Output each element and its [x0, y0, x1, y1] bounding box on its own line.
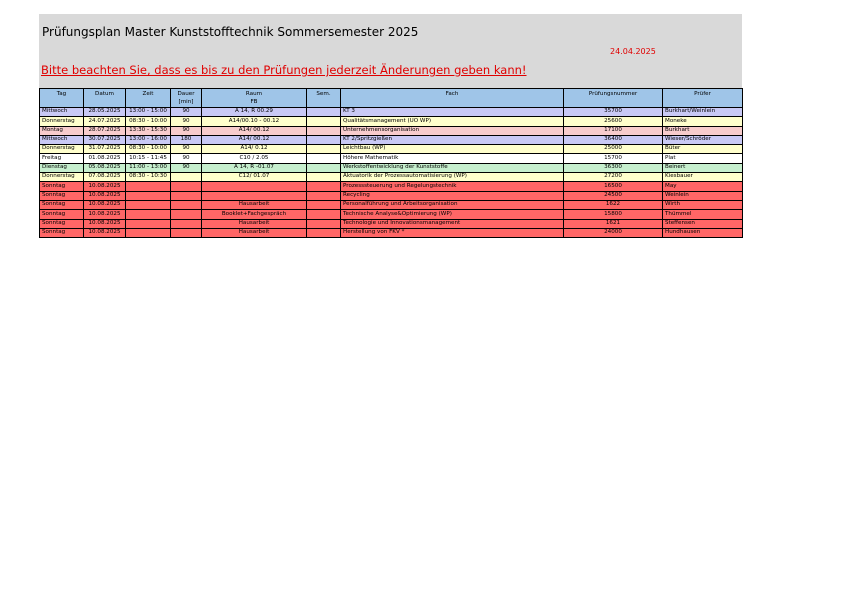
cell-zeit [126, 191, 171, 200]
cell-pruefer: Büter [663, 145, 743, 154]
cell-raum: C12/ 01.07 [202, 173, 307, 182]
cell-tag: Sonntag [40, 219, 84, 228]
cell-tag: Freitag [40, 154, 84, 163]
cell-tag: Sonntag [40, 182, 84, 191]
cell-raum: Booklet+Fachgespräch [202, 210, 307, 219]
header-line: [min] [178, 99, 194, 105]
publish-date: 24.04.2025 [610, 47, 656, 56]
cell-sem [307, 145, 341, 154]
cell-pruefungsnummer: 16500 [564, 182, 663, 191]
col-header-fach: Fach [341, 89, 564, 108]
cell-datum: 07.08.2025 [84, 173, 126, 182]
cell-sem [307, 219, 341, 228]
cell-dauer [171, 228, 202, 237]
cell-zeit: 08:30 - 10:30 [126, 173, 171, 182]
header-line: Raum [245, 91, 263, 97]
cell-zeit [126, 200, 171, 209]
cell-pruefer: Thümmel [663, 210, 743, 219]
cell-raum: Hausarbeit [202, 219, 307, 228]
cell-fach: KT 3 [341, 108, 564, 117]
cell-sem [307, 200, 341, 209]
table-row [40, 145, 743, 154]
cell-pruefungsnummer: 27200 [564, 173, 663, 182]
table-row [40, 191, 743, 200]
cell-pruefungsnummer: 1621 [564, 219, 663, 228]
cell-tag: Sonntag [40, 228, 84, 237]
cell-fach: Werkstoffentwicklung der Kunststoffe [341, 163, 564, 172]
cell-tag: Donnerstag [40, 117, 84, 126]
cell-pruefer: Burkhart [663, 126, 743, 135]
col-header-zeit: Zeit [126, 89, 171, 108]
cell-dauer: 90 [171, 126, 202, 135]
col-header-pruefungsnummer: Prüfungsnummer [564, 89, 663, 108]
cell-sem [307, 191, 341, 200]
cell-tag: Sonntag [40, 210, 84, 219]
cell-zeit: 08:30 - 10:00 [126, 117, 171, 126]
cell-datum: 10.08.2025 [84, 210, 126, 219]
cell-tag: Donnerstag [40, 145, 84, 154]
header-block [39, 14, 742, 88]
cell-zeit [126, 219, 171, 228]
cell-dauer: 90 [171, 163, 202, 172]
cell-sem [307, 117, 341, 126]
cell-zeit [126, 182, 171, 191]
cell-raum: A 14, R 00.29 [202, 108, 307, 117]
cell-pruefer: Weinlein [663, 191, 743, 200]
table-row [40, 126, 743, 135]
cell-fach: Höhere Mathematik [341, 154, 564, 163]
col-header-tag: Tag [40, 89, 84, 108]
cell-zeit: 08:30 - 10:00 [126, 145, 171, 154]
cell-sem [307, 108, 341, 117]
cell-raum: A 14, R -01.07 [202, 163, 307, 172]
cell-pruefer: Beinert [663, 163, 743, 172]
cell-sem [307, 154, 341, 163]
header-line: Dauer [177, 91, 195, 97]
cell-pruefer: Moneke [663, 117, 743, 126]
cell-pruefungsnummer: 25600 [564, 117, 663, 126]
cell-zeit: 13:00 - 15:00 [126, 108, 171, 117]
cell-raum: A14/ 00.12 [202, 126, 307, 135]
table-header-row [40, 89, 743, 108]
col-header-raum [202, 89, 307, 108]
cell-dauer: 180 [171, 135, 202, 144]
cell-datum: 10.08.2025 [84, 200, 126, 209]
cell-pruefungsnummer: 1622 [564, 200, 663, 209]
cell-dauer: 90 [171, 145, 202, 154]
cell-datum: 10.08.2025 [84, 182, 126, 191]
cell-pruefer: Plat [663, 154, 743, 163]
cell-tag: Mittwoch [40, 135, 84, 144]
cell-pruefungsnummer: 36300 [564, 163, 663, 172]
cell-raum: A14/ 0.12 [202, 145, 307, 154]
cell-zeit [126, 228, 171, 237]
table-row [40, 228, 743, 237]
exam-schedule-table [39, 88, 743, 238]
cell-zeit: 10:15 - 11:45 [126, 154, 171, 163]
cell-tag: Donnerstag [40, 173, 84, 182]
cell-fach: Aktuatorik der Prozessautomatisierung (WP) [341, 173, 564, 182]
col-header-pruefer: Prüfer [663, 89, 743, 108]
cell-pruefungsnummer: 24000 [564, 228, 663, 237]
cell-fach: Leichtbau (WP) [341, 145, 564, 154]
cell-dauer: 90 [171, 154, 202, 163]
cell-pruefungsnummer: 35700 [564, 108, 663, 117]
cell-dauer: 90 [171, 108, 202, 117]
cell-pruefungsnummer: 36400 [564, 135, 663, 144]
table-row [40, 154, 743, 163]
cell-pruefer: May [663, 182, 743, 191]
cell-datum: 30.07.2025 [84, 135, 126, 144]
cell-sem [307, 163, 341, 172]
col-header-sem: Sem. [307, 89, 341, 108]
col-header-dauer [171, 89, 202, 108]
cell-pruefer: Wieser/Schröder [663, 135, 743, 144]
cell-raum [202, 191, 307, 200]
cell-pruefer: Wirth [663, 200, 743, 209]
page-title: Prüfungsplan Master Kunststofftechnik Sommersemester 2025 [42, 25, 419, 39]
cell-datum: 01.08.2025 [84, 154, 126, 163]
cell-fach: Prozesssteuerung und Regelungstechnik [341, 182, 564, 191]
table-row [40, 182, 743, 191]
cell-sem [307, 182, 341, 191]
cell-fach: Unternehmensorganisation [341, 126, 564, 135]
cell-pruefer: Burkhart/Weinlein [663, 108, 743, 117]
cell-raum [202, 182, 307, 191]
cell-pruefungsnummer: 17100 [564, 126, 663, 135]
table-row [40, 163, 743, 172]
cell-dauer: 90 [171, 117, 202, 126]
table-row [40, 210, 743, 219]
table-row [40, 219, 743, 228]
cell-raum: A14/00.10 - 00.12 [202, 117, 307, 126]
cell-pruefungsnummer: 15700 [564, 154, 663, 163]
change-warning: Bitte beachten Sie, dass es bis zu den Prüfungen jederzeit Änderungen geben kann! [41, 63, 527, 77]
cell-tag: Sonntag [40, 200, 84, 209]
cell-dauer [171, 210, 202, 219]
cell-dauer [171, 182, 202, 191]
table-row [40, 135, 743, 144]
cell-pruefungsnummer: 25000 [564, 145, 663, 154]
cell-fach: Herstellung von FKV * [341, 228, 564, 237]
cell-datum: 10.08.2025 [84, 219, 126, 228]
cell-tag: Mittwoch [40, 108, 84, 117]
cell-datum: 28.05.2025 [84, 108, 126, 117]
cell-datum: 28.07.2025 [84, 126, 126, 135]
cell-fach: Qualitätsmanagement (UO WP) [341, 117, 564, 126]
cell-zeit [126, 210, 171, 219]
table-row [40, 117, 743, 126]
cell-zeit: 13:00 - 16:00 [126, 135, 171, 144]
cell-dauer [171, 191, 202, 200]
cell-fach: Technische Analyse&Optimierung (WP) [341, 210, 564, 219]
cell-fach: Technologie und Innovationsmanagement [341, 219, 564, 228]
cell-tag: Montag [40, 126, 84, 135]
cell-dauer [171, 200, 202, 209]
cell-pruefer: Steffensen [663, 219, 743, 228]
cell-pruefer: Hundhausen [663, 228, 743, 237]
cell-sem [307, 173, 341, 182]
cell-raum: A14/ 00.12 [202, 135, 307, 144]
cell-datum: 10.08.2025 [84, 228, 126, 237]
cell-sem [307, 210, 341, 219]
cell-zeit: 13:30 - 15:30 [126, 126, 171, 135]
cell-zeit: 11:00 - 13:00 [126, 163, 171, 172]
table-row [40, 108, 743, 117]
cell-pruefungsnummer: 15800 [564, 210, 663, 219]
cell-fach: Recycling [341, 191, 564, 200]
header-line: FB [250, 99, 258, 105]
cell-tag: Sonntag [40, 191, 84, 200]
cell-dauer [171, 173, 202, 182]
cell-raum: Hausarbeit [202, 200, 307, 209]
cell-sem [307, 135, 341, 144]
cell-pruefer: Kiesbauer [663, 173, 743, 182]
table-row [40, 173, 743, 182]
cell-datum: 10.08.2025 [84, 191, 126, 200]
cell-raum: Hausarbeit [202, 228, 307, 237]
cell-datum: 31.07.2025 [84, 145, 126, 154]
cell-fach: Personalführung und Arbeitsorganisation [341, 200, 564, 209]
col-header-datum: Datum [84, 89, 126, 108]
cell-datum: 05.08.2025 [84, 163, 126, 172]
cell-sem [307, 126, 341, 135]
cell-sem [307, 228, 341, 237]
cell-raum: C10 / 2.05 [202, 154, 307, 163]
cell-tag: Dienstag [40, 163, 84, 172]
cell-dauer [171, 219, 202, 228]
table-row [40, 200, 743, 209]
cell-pruefungsnummer: 24500 [564, 191, 663, 200]
cell-datum: 24.07.2025 [84, 117, 126, 126]
cell-fach: KT 2/Spritzgießen [341, 135, 564, 144]
